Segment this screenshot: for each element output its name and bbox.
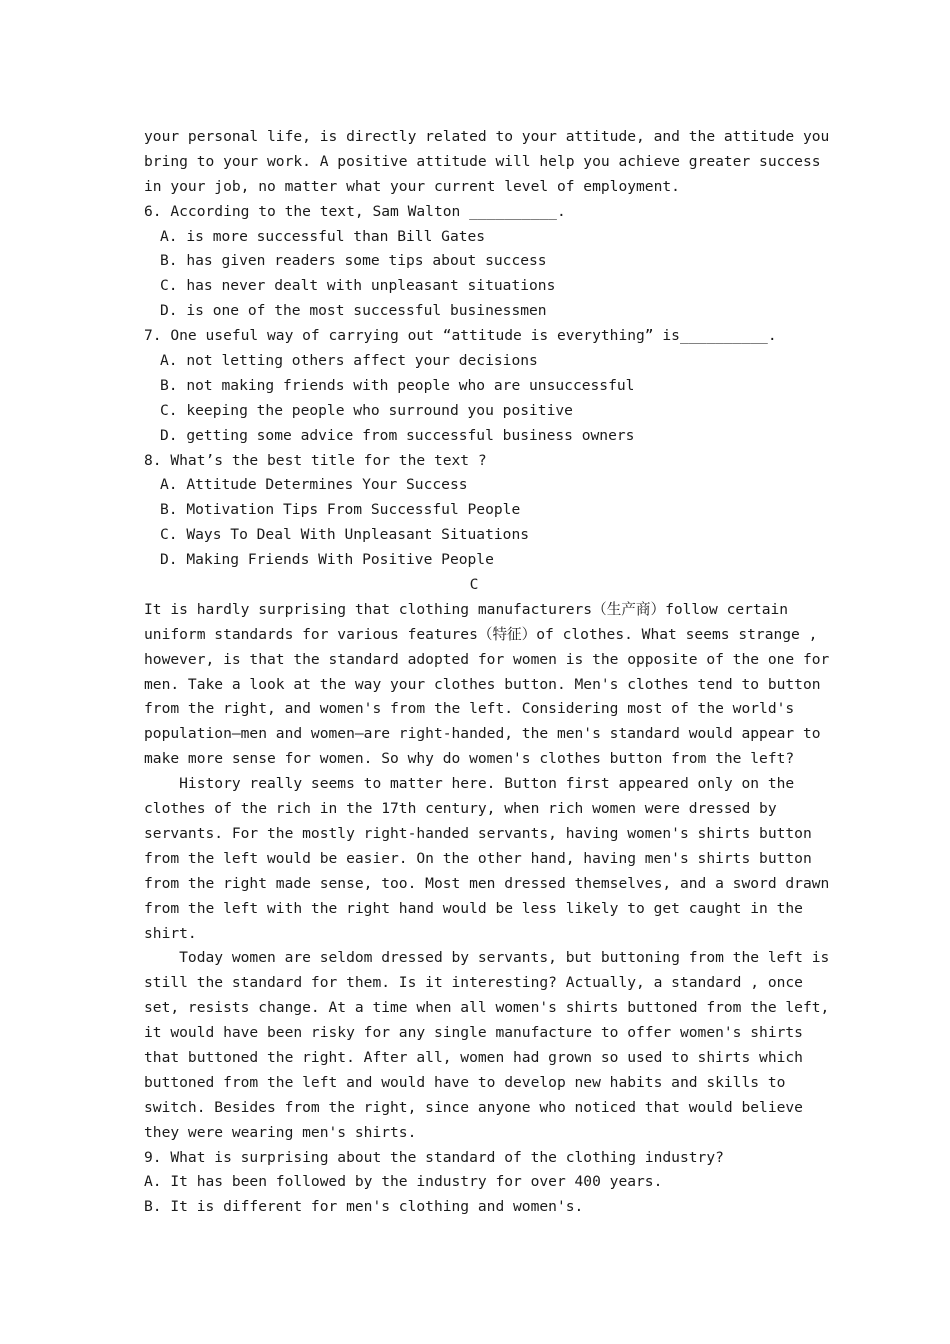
intro-paragraph <box>144 125 830 200</box>
answer-option: A. Attitude Determines Your Success <box>160 476 468 494</box>
answer-option: B. Motivation Tips From Successful People <box>160 501 521 519</box>
answer-option: C. has never dealt with unpleasant situations <box>160 277 556 295</box>
section-heading: C <box>469 576 479 594</box>
text-line: your personal life, is directly related to your attitude, and the attitude you <box>144 128 830 145</box>
text-line: however, is that the standard adopted for women is the opposite of the one for <box>144 650 830 668</box>
answer-option: C. keeping the people who surround you positive <box>160 401 573 419</box>
text-line: from the right, and women's from the left. Considering most of the world's <box>144 700 795 718</box>
text-line: It is hardly surprising that clothing manufacturers（生产商）follow certain <box>144 600 789 618</box>
text-line: Today women are seldom dressed by servants, but buttoning from the left is <box>144 949 830 967</box>
answer-option: D. Making Friends With Positive People <box>160 551 494 569</box>
question-7 <box>144 324 824 448</box>
text-line: in your job, no matter what your current level of employment. <box>144 177 680 195</box>
passage-paragraph <box>144 598 830 772</box>
text-line: from the left with the right hand would be less likely to get caught in the <box>144 899 803 917</box>
text-line: switch. Besides from the right, since anyone who noticed that would believe <box>144 1098 803 1116</box>
text-line: uniform standards for various features（特征）of clothes. What seems strange , <box>144 625 818 643</box>
text-line: bring to your work. A positive attitude will help you achieve greater success <box>144 152 821 170</box>
text-line: men. Take a look at the way your clothes button. Men's clothes tend to button <box>144 675 821 693</box>
answer-option: A. not letting others affect your decisions <box>160 352 538 370</box>
question-stem: 6. According to the text, Sam Walton __________. <box>144 202 566 220</box>
text-line: from the left would be easier. On the other hand, having men's shirts button <box>144 849 812 867</box>
text-line: they were wearing men's shirts. <box>144 1123 417 1141</box>
question-stem: 8. What’s the best title for the text ? <box>144 451 487 469</box>
answer-option: A. It has been followed by the industry for over 400 years. <box>144 1173 663 1191</box>
text-line: from the right made sense, too. Most men dressed themselves, and a sword drawn <box>144 874 830 892</box>
question-9 <box>144 1146 824 1221</box>
question-stem: 9. What is surprising about the standard of the clothing industry? <box>144 1148 724 1166</box>
question-6 <box>144 200 824 324</box>
question-stem: 7. One useful way of carrying out “attitude is everything” is__________. <box>144 327 777 345</box>
answer-option: C. Ways To Deal With Unpleasant Situations <box>160 526 530 544</box>
text-line: it would have been risky for any single manufacture to offer women's shirts <box>144 1024 803 1042</box>
answer-option: B. It is different for men's clothing and women's. <box>144 1198 584 1216</box>
answer-option: A. is more successful than Bill Gates <box>160 227 486 245</box>
question-8 <box>144 449 824 573</box>
text-line: that buttoned the right. After all, women had grown so used to shirts which <box>144 1048 803 1066</box>
text-line: make more sense for women. So why do women's clothes button from the left? <box>144 750 795 768</box>
text-line: population—men and women—are right-handed, the men's standard would appear to <box>144 725 821 743</box>
text-line: buttoned from the left and would have to develop new habits and skills to <box>144 1073 786 1091</box>
document-content <box>144 125 830 1220</box>
answer-option: B. not making friends with people who are unsuccessful <box>160 376 635 394</box>
text-line: History really seems to matter here. Button first appeared only on the <box>144 775 795 793</box>
passage-paragraph <box>144 772 830 946</box>
answer-option: D. is one of the most successful businessmen <box>160 302 547 320</box>
text-line: still the standard for them. Is it interesting? Actually, a standard , once <box>144 974 803 992</box>
text-line: set, resists change. At a time when all women's shirts buttoned from the left, <box>144 999 830 1017</box>
answer-option: B. has given readers some tips about success <box>160 252 547 270</box>
passage-paragraph <box>144 946 830 1145</box>
text-line: clothes of the rich in the 17th century, when rich women were dressed by <box>144 800 777 818</box>
answer-option: D. getting some advice from successful business owners <box>160 426 635 444</box>
text-line: servants. For the mostly right-handed servants, having women's shirts button <box>144 824 812 842</box>
text-line: shirt. <box>144 924 197 942</box>
